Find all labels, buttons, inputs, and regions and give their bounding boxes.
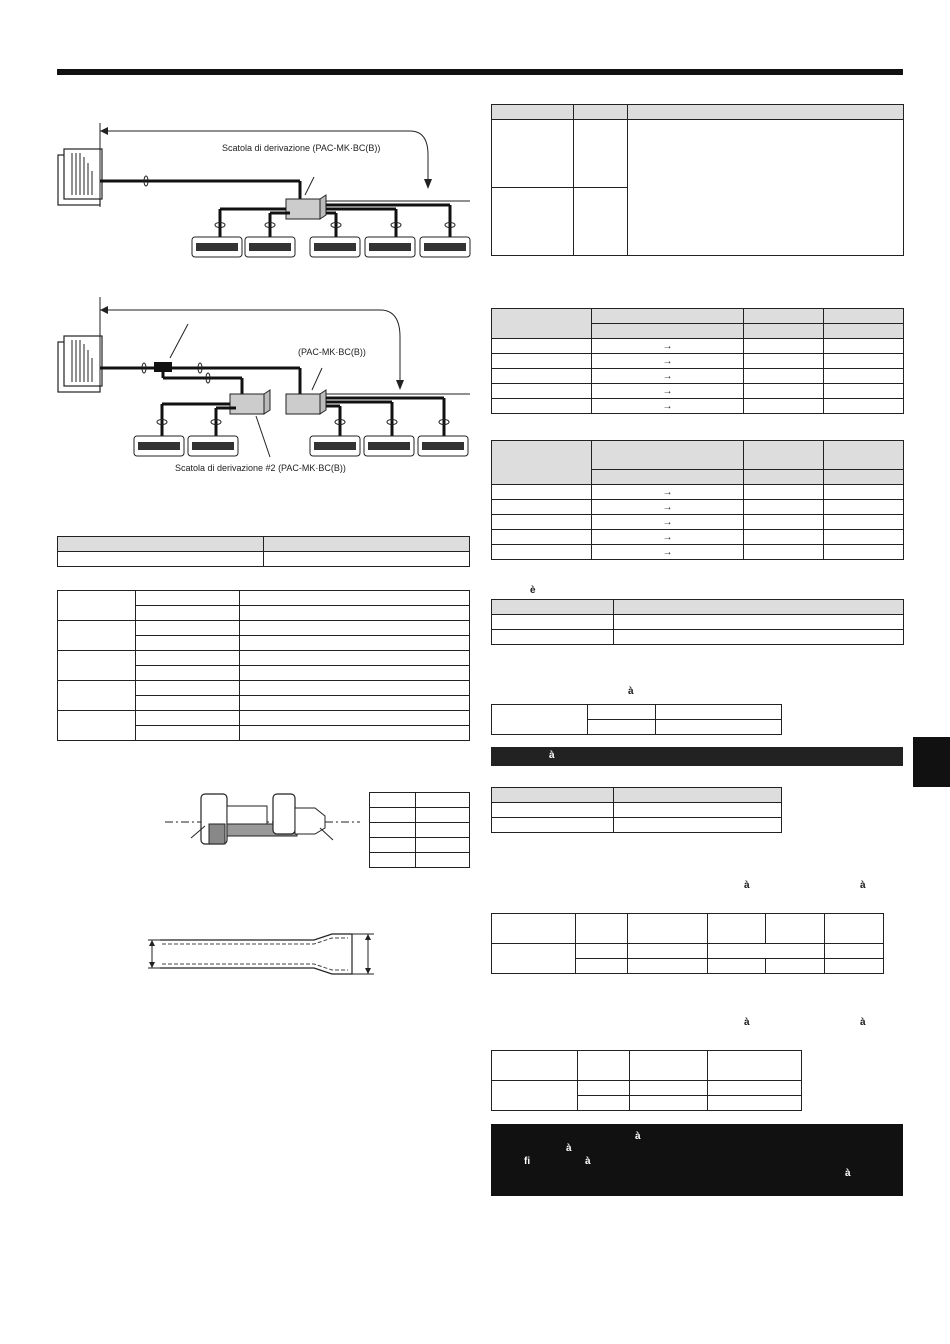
accent-e-grave: è <box>530 585 536 596</box>
outdoor-unit-icon <box>58 336 102 392</box>
right-table-5 <box>491 704 782 735</box>
piping-diagram-2 <box>50 292 475 462</box>
arrow-glyph: → <box>592 515 744 530</box>
accent-a-grave: à <box>635 1131 641 1142</box>
indoor-unit-icon <box>364 436 414 456</box>
right-table-4 <box>491 599 904 645</box>
accent-a-grave: à <box>845 1168 851 1179</box>
section-header-bar <box>491 747 903 766</box>
accent-a-grave: à <box>549 750 555 761</box>
accent-a-grave: à <box>860 880 866 891</box>
accent-a-grave: à <box>566 1143 572 1154</box>
piping-diagram-1 <box>50 115 475 265</box>
indoor-unit-icon <box>420 237 470 257</box>
accent-a-grave: à <box>744 1017 750 1028</box>
arrow-glyph: → <box>592 369 744 384</box>
branch-box-label: Scatola di derivazione (PAC-MK·BC(B)) <box>222 143 381 153</box>
indoor-unit-icon <box>134 436 184 456</box>
right-table-2 <box>491 308 904 414</box>
outdoor-unit-icon <box>58 149 102 205</box>
left-table-a <box>57 536 470 567</box>
arrow-glyph: → <box>592 530 744 545</box>
warning-box <box>491 1124 903 1196</box>
indoor-unit-icon <box>310 436 360 456</box>
right-table-1 <box>491 104 904 256</box>
arrow-glyph: → <box>592 384 744 399</box>
accent-a-grave: à <box>585 1156 591 1167</box>
indoor-unit-icon <box>245 237 295 257</box>
branch-box-2-label: Scatola di derivazione #2 (PAC-MK·BC(B)) <box>175 463 346 473</box>
arrow-glyph: → <box>592 354 744 369</box>
accent-a-grave: à <box>744 880 750 891</box>
arrow-glyph: → <box>592 500 744 515</box>
ligature-fi: fi <box>524 1156 531 1167</box>
right-table-6 <box>491 787 782 833</box>
left-table-c <box>369 792 470 868</box>
accent-a-grave: à <box>860 1017 866 1028</box>
arrow-glyph: → <box>592 545 744 560</box>
pipe-expansion-drawing <box>142 932 382 980</box>
right-table-8 <box>491 1050 802 1111</box>
indoor-unit-icon <box>310 237 360 257</box>
right-table-7 <box>491 913 884 974</box>
section-tab <box>913 737 950 787</box>
indoor-unit-icon <box>188 436 238 456</box>
indoor-unit-icon <box>418 436 468 456</box>
arrow-glyph: → <box>592 399 744 414</box>
left-table-b <box>57 590 470 741</box>
flare-joint-drawing <box>165 788 360 853</box>
top-rule <box>57 69 903 75</box>
arrow-glyph: → <box>592 485 744 500</box>
indoor-unit-icon <box>192 237 242 257</box>
accent-a-grave: à <box>628 686 634 697</box>
indoor-unit-icon <box>365 237 415 257</box>
branch-box-1-label: (PAC-MK·BC(B)) <box>298 347 366 357</box>
right-table-3 <box>491 440 904 560</box>
arrow-glyph: → <box>592 339 744 354</box>
